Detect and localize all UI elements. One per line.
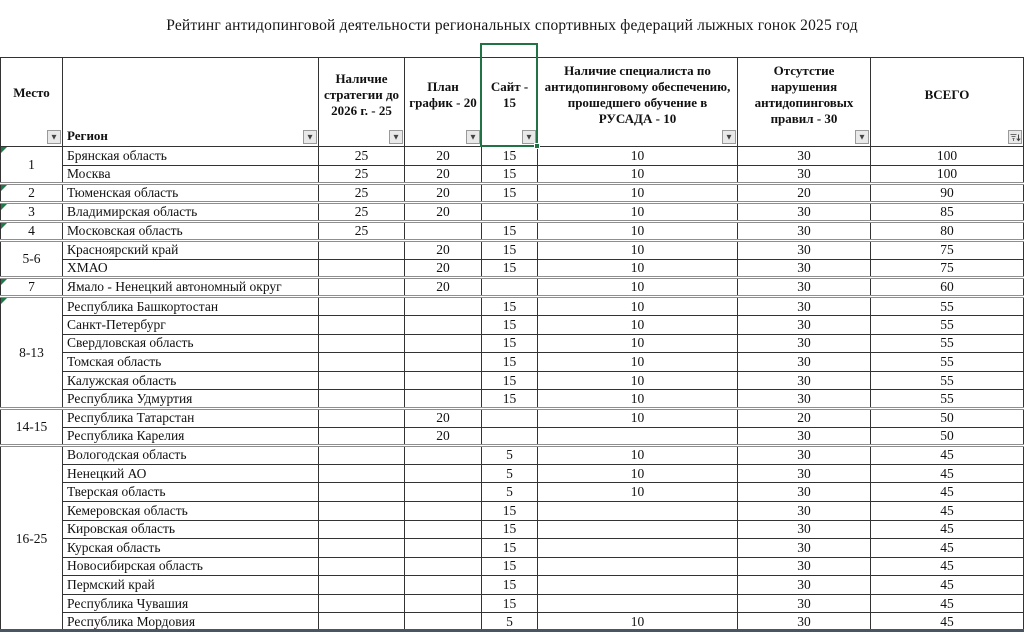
filter-dropdown-region[interactable] [303, 130, 317, 144]
score-cell[interactable] [319, 371, 405, 390]
error-indicator-triangle-icon [1, 204, 7, 210]
score-cell[interactable] [405, 557, 482, 576]
region-cell[interactable]: Ямало - Ненецкий автономный округ [63, 278, 319, 297]
score-cell[interactable] [538, 557, 738, 576]
score-cell[interactable]: 10 [538, 241, 738, 260]
table-row [1, 259, 1024, 278]
table-row [1, 203, 1024, 222]
score-cell[interactable]: 45 [871, 446, 1024, 465]
score-cell[interactable]: 45 [871, 501, 1024, 520]
score-cell[interactable]: 10 [538, 278, 738, 297]
table-row [1, 222, 1024, 241]
score-cell[interactable]: 10 [538, 446, 738, 465]
table-row [1, 464, 1024, 483]
table-row [1, 483, 1024, 502]
filter-sort-descending-icon [1009, 132, 1021, 143]
score-cell[interactable] [319, 259, 405, 278]
region-cell[interactable]: Москва [63, 165, 319, 184]
table-row [1, 315, 1024, 334]
table-row [1, 501, 1024, 520]
score-cell[interactable]: 55 [871, 315, 1024, 334]
score-cell[interactable]: 30 [738, 501, 871, 520]
region-cell[interactable]: Московская область [63, 222, 319, 241]
score-cell[interactable]: 30 [738, 334, 871, 353]
error-indicator-triangle-icon [1, 185, 7, 191]
region-cell[interactable]: Республика Башкортостан [63, 297, 319, 316]
place-cell[interactable]: 4 [1, 222, 63, 241]
score-cell[interactable]: 30 [738, 520, 871, 539]
score-cell[interactable]: 30 [738, 203, 871, 222]
region-cell[interactable]: Кемеровская область [63, 501, 319, 520]
error-indicator-triangle-icon [1, 147, 7, 153]
score-cell[interactable] [319, 334, 405, 353]
header-no-violations-label: Отсутстие нарушения антидопинговых правил - 30 [754, 63, 854, 126]
score-cell[interactable]: 15 [482, 147, 538, 166]
chevron-down-icon: ▼ [393, 132, 399, 141]
table-body [1, 147, 1024, 632]
score-cell[interactable]: 15 [482, 520, 538, 539]
header-site-label: Сайт - 15 [490, 79, 529, 110]
score-cell[interactable] [319, 241, 405, 260]
score-cell[interactable] [405, 315, 482, 334]
score-cell[interactable]: 90 [871, 184, 1024, 203]
score-cell[interactable]: 100 [871, 147, 1024, 166]
region-cell[interactable]: Тверская область [63, 483, 319, 502]
score-cell[interactable]: 50 [871, 427, 1024, 446]
chevron-down-icon: ▼ [859, 132, 865, 141]
header-region[interactable] [63, 58, 319, 147]
chevron-down-icon: ▼ [51, 132, 57, 141]
score-cell[interactable]: 85 [871, 203, 1024, 222]
score-cell[interactable] [482, 278, 538, 297]
table-row [1, 371, 1024, 390]
score-cell[interactable]: 45 [871, 483, 1024, 502]
score-cell[interactable]: 25 [319, 184, 405, 203]
score-cell[interactable]: 15 [482, 297, 538, 316]
score-cell[interactable]: 10 [538, 165, 738, 184]
score-cell[interactable]: 20 [405, 278, 482, 297]
score-cell[interactable] [482, 427, 538, 446]
sheet-bottom-edge [0, 629, 1024, 632]
score-cell[interactable]: 30 [738, 539, 871, 558]
header-site[interactable] [482, 58, 538, 147]
filter-dropdown-place[interactable] [47, 130, 61, 144]
score-cell[interactable] [405, 594, 482, 613]
error-indicator-triangle-icon [1, 279, 7, 285]
region-cell[interactable]: Брянская область [63, 147, 319, 166]
score-cell[interactable] [319, 501, 405, 520]
table-row [1, 297, 1024, 316]
score-cell[interactable]: 10 [538, 483, 738, 502]
region-cell[interactable]: Республика Чувашия [63, 594, 319, 613]
score-cell[interactable] [405, 576, 482, 595]
region-cell[interactable]: Ненецкий АО [63, 464, 319, 483]
score-cell[interactable]: 30 [738, 464, 871, 483]
table-header [1, 58, 1024, 147]
score-cell[interactable] [319, 390, 405, 409]
score-cell[interactable]: 5 [482, 446, 538, 465]
score-cell[interactable]: 5 [482, 613, 538, 632]
score-cell[interactable]: 30 [738, 147, 871, 166]
score-cell[interactable] [405, 501, 482, 520]
score-cell[interactable]: 10 [538, 390, 738, 409]
score-cell[interactable]: 30 [738, 165, 871, 184]
region-cell[interactable]: Республика Удмуртия [63, 390, 319, 409]
score-cell[interactable]: 30 [738, 278, 871, 297]
score-cell[interactable]: 5 [482, 464, 538, 483]
score-cell[interactable]: 55 [871, 334, 1024, 353]
score-cell[interactable]: 15 [482, 390, 538, 409]
header-no-violations[interactable] [738, 58, 871, 147]
score-cell[interactable]: 75 [871, 241, 1024, 260]
score-cell[interactable] [538, 594, 738, 613]
score-cell[interactable] [319, 576, 405, 595]
score-cell[interactable]: 50 [871, 408, 1024, 427]
score-cell[interactable]: 15 [482, 315, 538, 334]
score-cell[interactable] [319, 278, 405, 297]
score-cell[interactable]: 15 [482, 557, 538, 576]
rating-table [0, 57, 1024, 632]
score-cell[interactable]: 15 [482, 259, 538, 278]
table-row [1, 390, 1024, 409]
score-cell[interactable]: 20 [405, 259, 482, 278]
place-cell[interactable]: 8-13 [1, 297, 63, 409]
region-cell[interactable]: Санкт-Петербург [63, 315, 319, 334]
filter-dropdown-no-violations[interactable] [855, 130, 869, 144]
score-cell[interactable]: 10 [538, 222, 738, 241]
score-cell[interactable]: 30 [738, 390, 871, 409]
table-row [1, 539, 1024, 558]
place-cell[interactable]: 14-15 [1, 408, 63, 445]
filter-dropdown-site[interactable] [522, 130, 536, 144]
score-cell[interactable]: 15 [482, 576, 538, 595]
table-row [1, 594, 1024, 613]
score-cell[interactable]: 30 [738, 594, 871, 613]
region-cell[interactable]: ХМАО [63, 259, 319, 278]
score-cell[interactable]: 25 [319, 222, 405, 241]
score-cell[interactable]: 20 [405, 165, 482, 184]
score-cell[interactable] [405, 353, 482, 372]
score-cell[interactable]: 30 [738, 557, 871, 576]
score-cell[interactable]: 20 [405, 147, 482, 166]
region-cell[interactable]: Кировская область [63, 520, 319, 539]
score-cell[interactable]: 10 [538, 184, 738, 203]
score-cell[interactable] [538, 501, 738, 520]
score-cell[interactable]: 10 [538, 613, 738, 632]
score-cell[interactable]: 15 [482, 184, 538, 203]
table-row [1, 241, 1024, 260]
score-cell[interactable] [319, 464, 405, 483]
region-cell[interactable]: Республика Мордовия [63, 613, 319, 632]
score-cell[interactable]: 30 [738, 613, 871, 632]
score-cell[interactable] [319, 520, 405, 539]
score-cell[interactable]: 30 [738, 297, 871, 316]
score-cell[interactable] [538, 427, 738, 446]
score-cell[interactable]: 25 [319, 165, 405, 184]
score-cell[interactable]: 10 [538, 334, 738, 353]
score-cell[interactable]: 20 [738, 184, 871, 203]
score-cell[interactable]: 20 [405, 427, 482, 446]
table-row [1, 334, 1024, 353]
score-cell[interactable] [319, 594, 405, 613]
table-row [1, 520, 1024, 539]
score-cell[interactable]: 100 [871, 165, 1024, 184]
score-cell[interactable]: 30 [738, 576, 871, 595]
place-cell[interactable]: 3 [1, 203, 63, 222]
filter-sort-descending-button[interactable] [1008, 130, 1022, 144]
score-cell[interactable]: 15 [482, 222, 538, 241]
region-cell[interactable]: Красноярский край [63, 241, 319, 260]
header-rusada-label: Наличие специалиста по антидопинговому обеспечению, прошедшего обучение в РУСАДА - 10 [544, 63, 731, 126]
filter-dropdown-plan[interactable] [466, 130, 480, 144]
score-cell[interactable]: 20 [405, 203, 482, 222]
region-cell[interactable]: Томская область [63, 353, 319, 372]
region-cell[interactable]: Калужская область [63, 371, 319, 390]
score-cell[interactable]: 45 [871, 520, 1024, 539]
table-row [1, 165, 1024, 184]
score-cell[interactable]: 30 [738, 222, 871, 241]
score-cell[interactable] [482, 203, 538, 222]
table-row [1, 278, 1024, 297]
place-cell[interactable]: 5-6 [1, 241, 63, 278]
score-cell[interactable]: 10 [538, 297, 738, 316]
score-cell[interactable]: 75 [871, 259, 1024, 278]
filter-dropdown-strategy[interactable] [389, 130, 403, 144]
score-cell[interactable] [319, 446, 405, 465]
score-cell[interactable]: 20 [405, 408, 482, 427]
score-cell[interactable]: 30 [738, 353, 871, 372]
score-cell[interactable]: 45 [871, 613, 1024, 632]
header-region-label: Регион [67, 128, 108, 144]
region-cell[interactable]: Свердловская область [63, 334, 319, 353]
region-cell[interactable]: Республика Татарстан [63, 408, 319, 427]
score-cell[interactable]: 10 [538, 315, 738, 334]
score-cell[interactable]: 10 [538, 147, 738, 166]
header-place-label: Место [13, 85, 50, 101]
region-cell[interactable]: Новосибирская область [63, 557, 319, 576]
score-cell[interactable]: 45 [871, 576, 1024, 595]
score-cell[interactable]: 15 [482, 594, 538, 613]
score-cell[interactable] [405, 464, 482, 483]
score-cell[interactable]: 10 [538, 259, 738, 278]
region-cell[interactable]: Пермский край [63, 576, 319, 595]
score-cell[interactable]: 30 [738, 427, 871, 446]
score-cell[interactable]: 55 [871, 353, 1024, 372]
score-cell[interactable]: 30 [738, 371, 871, 390]
score-cell[interactable]: 30 [738, 446, 871, 465]
region-cell[interactable]: Республика Карелия [63, 427, 319, 446]
score-cell[interactable]: 15 [482, 353, 538, 372]
score-cell[interactable] [538, 520, 738, 539]
error-indicator-triangle-icon [1, 298, 7, 304]
score-cell[interactable] [405, 483, 482, 502]
score-cell[interactable] [319, 408, 405, 427]
region-cell[interactable]: Тюменская область [63, 184, 319, 203]
region-cell[interactable]: Курская область [63, 539, 319, 558]
header-total-label: ВСЕГО [924, 87, 970, 103]
score-cell[interactable]: 45 [871, 464, 1024, 483]
score-cell[interactable]: 30 [738, 241, 871, 260]
table-row [1, 353, 1024, 372]
chevron-down-icon: ▼ [526, 132, 532, 141]
score-cell[interactable] [538, 576, 738, 595]
score-cell[interactable]: 20 [405, 241, 482, 260]
header-plan[interactable] [405, 58, 482, 147]
table-row [1, 147, 1024, 166]
region-cell[interactable]: Владимирская область [63, 203, 319, 222]
score-cell[interactable]: 15 [482, 241, 538, 260]
score-cell[interactable]: 45 [871, 557, 1024, 576]
score-cell[interactable] [319, 353, 405, 372]
score-cell[interactable]: 80 [871, 222, 1024, 241]
chevron-down-icon: ▼ [470, 132, 476, 141]
score-cell[interactable]: 5 [482, 483, 538, 502]
score-cell[interactable]: 55 [871, 371, 1024, 390]
score-cell[interactable]: 15 [482, 334, 538, 353]
error-indicator-triangle-icon [1, 223, 7, 229]
place-cell[interactable]: 1 [1, 147, 63, 184]
page-title: Рейтинг антидопинговой деятельности региональных спортивных федераций лыжных гонок 2025 год [166, 17, 858, 34]
score-cell[interactable] [482, 408, 538, 427]
region-cell[interactable]: Вологодская область [63, 446, 319, 465]
table-row [1, 446, 1024, 465]
header-place[interactable] [1, 58, 63, 147]
score-cell[interactable] [405, 446, 482, 465]
chevron-down-icon: ▼ [307, 132, 313, 141]
score-cell[interactable]: 25 [319, 147, 405, 166]
table-row [1, 576, 1024, 595]
score-cell[interactable]: 15 [482, 539, 538, 558]
score-cell[interactable] [405, 222, 482, 241]
table-row [1, 557, 1024, 576]
chevron-down-icon: ▼ [726, 132, 732, 141]
score-cell[interactable] [405, 371, 482, 390]
score-cell[interactable] [405, 390, 482, 409]
place-cell[interactable]: 2 [1, 184, 63, 203]
header-rusada-specialist[interactable] [538, 58, 738, 147]
score-cell[interactable]: 10 [538, 353, 738, 372]
header-strategy[interactable] [319, 58, 405, 147]
score-cell[interactable]: 15 [482, 371, 538, 390]
score-cell[interactable] [319, 315, 405, 334]
place-cell[interactable]: 16-25 [1, 446, 63, 632]
score-cell[interactable] [405, 520, 482, 539]
score-cell[interactable] [405, 297, 482, 316]
score-cell[interactable]: 45 [871, 539, 1024, 558]
table-row [1, 408, 1024, 427]
score-cell[interactable]: 10 [538, 371, 738, 390]
score-cell[interactable]: 15 [482, 501, 538, 520]
score-cell[interactable]: 30 [738, 483, 871, 502]
score-cell[interactable] [319, 539, 405, 558]
score-cell[interactable]: 30 [738, 315, 871, 334]
header-total[interactable] [871, 58, 1024, 147]
score-cell[interactable]: 55 [871, 297, 1024, 316]
score-cell[interactable]: 60 [871, 278, 1024, 297]
score-cell[interactable]: 20 [405, 184, 482, 203]
score-cell[interactable] [319, 297, 405, 316]
place-cell[interactable]: 7 [1, 278, 63, 297]
score-cell[interactable] [405, 539, 482, 558]
score-cell[interactable]: 10 [538, 203, 738, 222]
score-cell[interactable]: 15 [482, 165, 538, 184]
score-cell[interactable]: 45 [871, 594, 1024, 613]
score-cell[interactable] [319, 427, 405, 446]
score-cell[interactable]: 30 [738, 259, 871, 278]
score-cell[interactable] [319, 557, 405, 576]
score-cell[interactable]: 25 [319, 203, 405, 222]
score-cell[interactable]: 10 [538, 464, 738, 483]
table-row [1, 427, 1024, 446]
filter-dropdown-rusada[interactable] [722, 130, 736, 144]
score-cell[interactable] [538, 539, 738, 558]
table-row [1, 184, 1024, 203]
score-cell[interactable]: 20 [738, 408, 871, 427]
score-cell[interactable] [319, 483, 405, 502]
score-cell[interactable]: 55 [871, 390, 1024, 409]
header-plan-label: План график - 20 [409, 79, 477, 110]
score-cell[interactable] [405, 334, 482, 353]
header-strategy-label: Наличие стратегии до 2026 г. - 25 [323, 71, 400, 118]
score-cell[interactable]: 10 [538, 408, 738, 427]
